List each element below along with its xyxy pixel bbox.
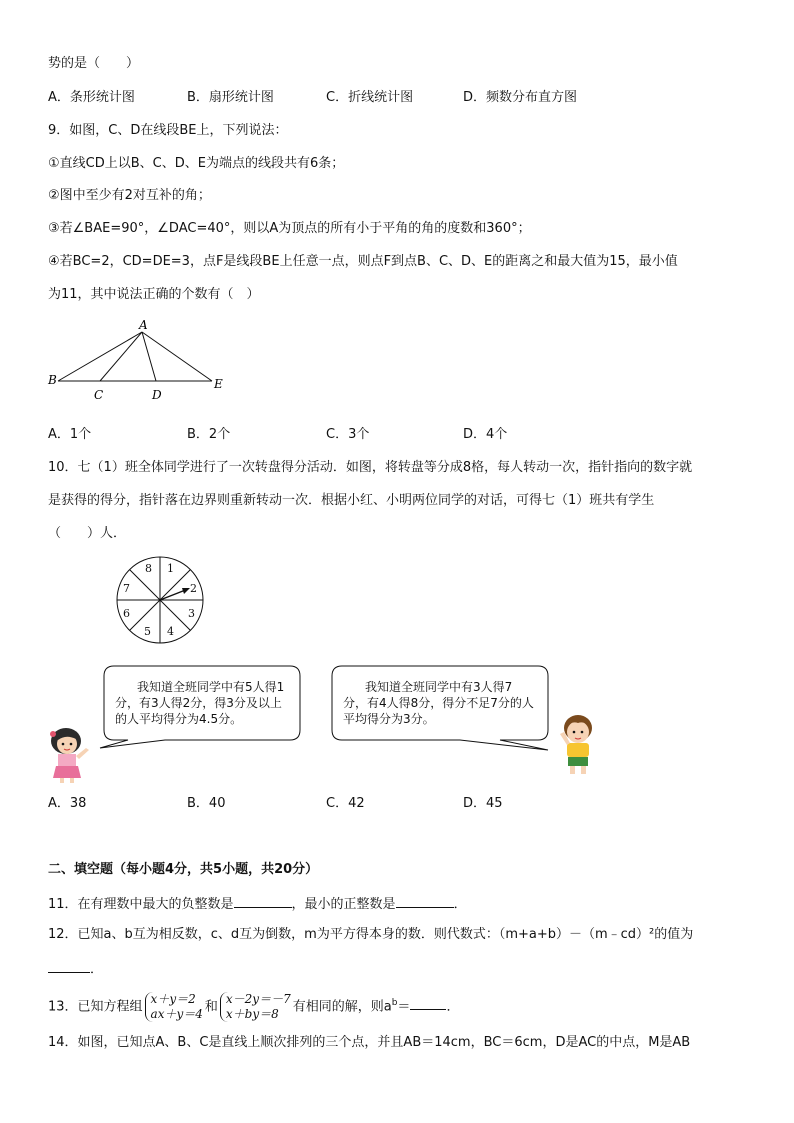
q10-option-a: A．38 xyxy=(48,796,87,811)
spinner-wheel xyxy=(112,555,212,645)
q8-option-d: D．频数分布直方图 xyxy=(463,90,578,105)
q11-blank-2[interactable] xyxy=(396,893,454,908)
spinner-number-7: 7 xyxy=(123,582,130,595)
q13-sys2-eq2: x＋by＝8 xyxy=(225,1006,279,1021)
section-2-title: 二、填空题（每小题4分，共5小题，共20分） xyxy=(48,862,319,877)
label-a: A xyxy=(139,318,148,332)
q14-line-1: 14．如图，已知点A、B、C是直线上顺次排列的三个点，并且AB＝14cm，BC＝6cm，D是AC的中点，M是AB xyxy=(48,1035,691,1050)
q12-line-1: 12．已知a、b互为相反数，c、d互为倒数，m为平方得本身的数．则代数式：（m+a+b）－（m﹣cd）²的值为 xyxy=(48,927,694,942)
q13-suffix: 有相同的解，则a xyxy=(292,999,392,1015)
q13-end: ． xyxy=(446,999,460,1015)
q8-option-c: C．折线统计图 xyxy=(326,90,414,105)
q9-stem: 9．如图，C、D在线段BE上，下列说法： xyxy=(48,123,288,138)
bubble-left-line-1: 我知道全班同学中有5人得1 xyxy=(137,680,285,694)
q11-part-2: ，最小的正整数是 xyxy=(291,897,396,912)
q13-equals: ＝ xyxy=(397,999,411,1015)
bubble-right-line-3: 平均得分为3分。 xyxy=(343,712,435,726)
q11-blank-1[interactable] xyxy=(234,893,292,908)
q9-statement-5: 为11，其中说法正确的个数有（ ） xyxy=(48,287,260,302)
spinner-number-4: 4 xyxy=(167,625,174,638)
bubble-right-line-2: 分，有4人得8分，得分不足7分的人 xyxy=(343,696,534,710)
q11 xyxy=(48,893,467,914)
q13-sys1-eq2: ax＋y＝4 xyxy=(150,1006,203,1021)
q9-triangle-figure xyxy=(44,316,244,406)
bubble-right-line-1: 我知道全班同学中有3人得7 xyxy=(365,680,513,694)
q11-part-1: 11．在有理数中最大的负整数是 xyxy=(48,897,234,912)
q9-statement-1: ①直线CD上以B、C、D、E为端点的线段共有6条； xyxy=(48,156,345,171)
label-e: E xyxy=(214,377,223,391)
q12-line-2 xyxy=(48,958,103,979)
q13-blank[interactable] xyxy=(410,995,446,1010)
q8-option-b: B．扇形统计图 xyxy=(187,90,274,105)
q13-system-1 xyxy=(145,992,203,1022)
girl-character-illustration xyxy=(46,726,98,784)
bubble-right-text xyxy=(343,679,534,727)
q13-prefix: 13．已知方程组 xyxy=(48,999,143,1015)
q10-option-c: C．42 xyxy=(326,796,365,811)
spinner-number-3: 3 xyxy=(188,607,195,620)
q13-sys2-eq1: x－2y＝－7 xyxy=(225,991,291,1006)
q9-option-a: A．1个 xyxy=(48,427,92,442)
q8-stem-tail: 势的是（ ） xyxy=(48,56,140,71)
q10-line-3: （ ）人． xyxy=(48,526,127,541)
q13-sys1-eq1: x＋y＝2 xyxy=(150,991,196,1006)
spinner-number-5: 5 xyxy=(144,625,151,638)
q8-option-a: A．条形统计图 xyxy=(48,90,135,105)
q13-system-2 xyxy=(220,992,291,1022)
spinner-number-8: 8 xyxy=(145,562,152,575)
q10-option-b: B．40 xyxy=(187,796,226,811)
q9-statement-2: ②图中至少有2对互补的角； xyxy=(48,188,211,203)
label-d: D xyxy=(152,388,162,402)
q13-superscript: b xyxy=(391,998,398,1008)
q13-mid: 和 xyxy=(204,999,218,1015)
q11-part-3: ． xyxy=(453,897,467,912)
q9-option-b: B．2个 xyxy=(187,427,231,442)
q9-option-d: D．4个 xyxy=(463,427,508,442)
boy-character-illustration xyxy=(556,712,600,776)
q9-statement-3: ③若∠BAE=90°，∠DAC=40°，则以A为顶点的所有小于平角的角的度数和360°； xyxy=(48,221,531,236)
spinner-number-6: 6 xyxy=(123,607,130,620)
spinner-number-2: 2 xyxy=(190,582,197,595)
label-c: C xyxy=(94,388,104,402)
bubble-left-text xyxy=(115,679,284,727)
q9-statement-4: ④若BC=2，CD=DE=3，点F是线段BE上任意一点，则点F到点B、C、D、E的距离之和最大值为15，最小值 xyxy=(48,254,678,269)
bubble-left-line-2: 分，有3人得2分，得3分及以上 xyxy=(115,696,282,710)
q10-line-1: 10．七（1）班全体同学进行了一次转盘得分活动．如图，将转盘等分成8格，每人转动一次，指针指向的数字就 xyxy=(48,460,693,475)
q12-line-2-end: ． xyxy=(90,962,104,977)
q12-blank[interactable] xyxy=(48,958,90,973)
label-b: B xyxy=(48,373,57,387)
spinner-number-1: 1 xyxy=(167,562,174,575)
bubble-left-line-3: 的人平均得分为4.5分。 xyxy=(115,712,243,726)
q10-option-d: D．45 xyxy=(463,796,503,811)
q13 xyxy=(48,984,459,1026)
q9-option-c: C．3个 xyxy=(326,427,370,442)
q10-line-2: 是获得的得分，指针落在边界则重新转动一次．根据小红、小明两位同学的对话，可得七（1）班共有学生 xyxy=(48,493,655,508)
